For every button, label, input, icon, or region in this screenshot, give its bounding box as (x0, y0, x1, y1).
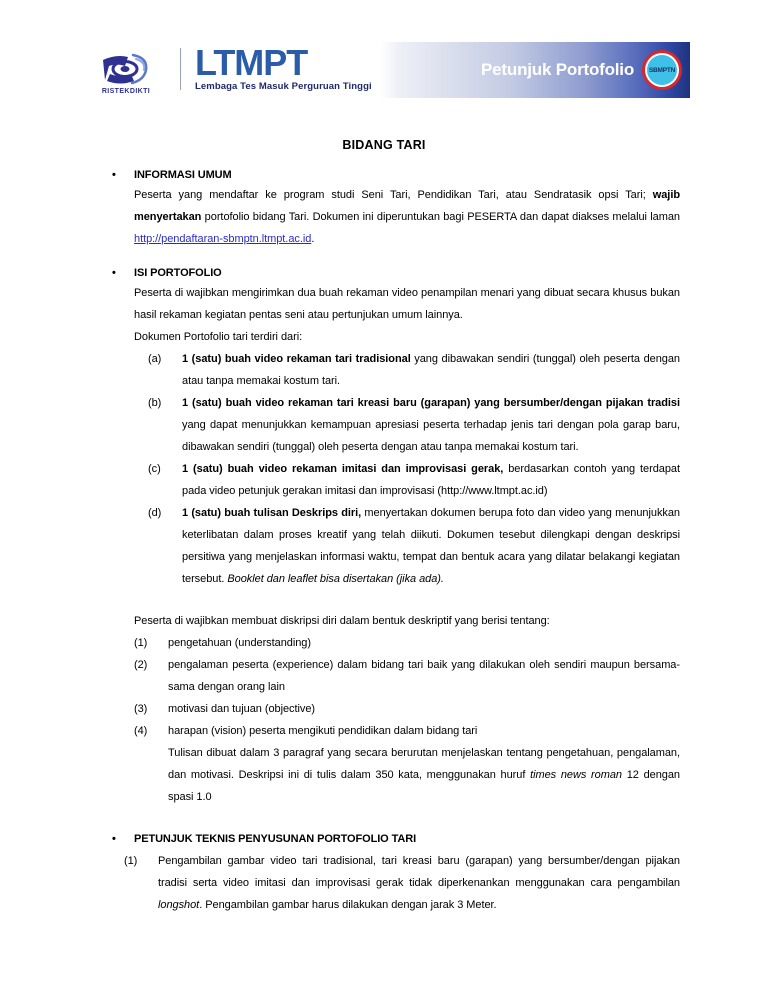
section-content (88, 282, 680, 808)
banner-strip (380, 42, 690, 98)
section-content (88, 184, 680, 250)
closing-pre: Tulisan dibuat dalam 3 paragraf yang secara berurutan menjelaskan tentang pengetahuan, pengalaman, dan motivasi. Deskripsi ini di tulis dalam 350 kata, menggunakan huruf (168, 747, 680, 781)
text-pre: Peserta yang mendaftar ke program studi Seni Tari, Pendidikan Tari, atau Sendratasik opsi Tari; (134, 189, 653, 201)
ltmpt-tagline: Lembaga Tes Masuk Perguruan Tinggi (195, 80, 372, 92)
item-text: motivasi dan tujuan (objective) (168, 703, 316, 715)
list-item (124, 850, 680, 916)
paragraph (134, 184, 680, 250)
list-marker: (4) (134, 725, 148, 737)
item-text: pengalaman peserta (experience) dalam bidang tari baik yang dilakukan oleh sendiri maupun bersama-sama dengan orang lain (168, 659, 680, 693)
badge-label: SBMPTN (648, 66, 676, 74)
item-text: harapan (vision) peserta mengikuti pendidikan dalam bidang tari (168, 725, 478, 737)
list-marker: (a) (148, 353, 162, 365)
text-bold: wajib menyertakan (134, 189, 680, 223)
section-petunjuk-teknis (88, 830, 680, 916)
list-marker: (c) (148, 463, 161, 475)
list-item (148, 348, 680, 392)
text-mid: portofolio bidang Tari. Dokumen ini diperuntukan bagi PESERTA dan dapat diakses melalui laman (201, 211, 680, 223)
document-body (0, 138, 768, 916)
list-marker: (1) (134, 637, 148, 649)
section-heading (88, 264, 680, 282)
item-pre-text: Pengambilan gambar video tari tradisional, tari kreasi baru (garapan) yang bersumber/dengan pijakan tradisi serta video imitasi dan improvisasi gerak tidak diperkenankan menggunakan cara pengambilan (158, 855, 680, 889)
page-header (0, 0, 768, 110)
ltmpt-name: LTMPT (195, 41, 308, 83)
item-post-text: . Pengambilan gambar harus dilakukan dengan jarak 3 Meter. (199, 899, 497, 911)
list-marker: (1) (124, 855, 138, 867)
logo-divider (180, 48, 181, 90)
self-description-list (134, 632, 680, 742)
paragraph-intro-1: Peserta di wajibkan mengirimkan dua buah rekaman video penampilan menari yang dibuat secara khusus bukan hasil rekaman kegiatan pentas seni atau pertunjukan umum lainnya. (134, 287, 680, 321)
technical-instructions-list (124, 850, 680, 916)
list-item (134, 654, 680, 698)
section-isi-portofolio (88, 264, 680, 808)
list-marker: (3) (134, 703, 148, 715)
section-content (88, 850, 680, 916)
section-heading-label: ISI PORTOFOLIO (134, 267, 222, 279)
list-marker: (2) (134, 659, 148, 671)
section-heading (88, 830, 680, 848)
ristekdikti-emblem-icon (96, 49, 156, 87)
banner-title: Petunjuk Portofolio (481, 60, 634, 79)
list-item (148, 392, 680, 458)
header-logo-bar (86, 42, 690, 98)
ristekdikti-label: RISTEKDIKTI (101, 88, 151, 95)
paragraph-intro-2: Dokumen Portofolio tari terdiri dari: (134, 331, 303, 343)
item-rest-text: yang dibawakan sendiri (tunggal) oleh peserta dengan atau tanpa memakai kostum tari. (182, 353, 680, 387)
section-heading (88, 166, 680, 184)
section-heading-label: PETUNJUK TEKNIS PENYUSUNAN PORTOFOLIO TARI (134, 833, 417, 845)
closing-post: 12 dengan spasi 1.0 (168, 769, 680, 803)
item-rest-text: berdasarkan contoh yang terdapat pada video petunjuk gerakan imitasi dan improvisasi (http://www.ltmpt.ac.id) (182, 463, 680, 497)
list-item (148, 458, 680, 502)
sbmptn-badge-icon (642, 50, 682, 90)
list-item (134, 698, 680, 720)
self-description-block (134, 610, 680, 808)
bullet-icon: • (112, 833, 116, 845)
registration-link[interactable]: http://pendaftaran-sbmptn.ltmpt.ac.id (134, 233, 312, 245)
item-text: pengetahuan (understanding) (168, 637, 311, 649)
list-marker: (b) (148, 397, 162, 409)
item-bold-text: 1 (satu) buah video rekaman tari tradisional (182, 353, 411, 365)
bullet-icon: • (112, 267, 116, 279)
ristekdikti-logo (86, 42, 166, 98)
item-italic-text: Booklet dan leaflet bisa disertakan (jika ada). (227, 573, 444, 585)
section-heading-label: INFORMASI UMUM (134, 169, 232, 181)
text-end: . (311, 233, 315, 245)
item-bold-text: 1 (satu) buah video rekaman tari kreasi baru (garapan) yang bersumber/dengan pijakan tradisi (182, 397, 680, 409)
item-bold-text: 1 (satu) buah tulisan Deskrips diri, (182, 507, 362, 519)
item-bold-text: 1 (satu) buah video rekaman imitasi dan improvisasi gerak, (182, 463, 504, 475)
list-marker: (d) (148, 507, 162, 519)
ltmpt-wordmark (195, 42, 372, 98)
item-rest-text: yang dapat menunjukkan kemampuan apresiasi peserta terhadap jenis tari dengan pola garap baru, dibawakan sendiri (tunggal) oleh peserta dengan atau tanpa memakai kostum tari. (182, 419, 680, 453)
badge-core (647, 55, 677, 85)
section-informasi-umum (88, 166, 680, 250)
list-item (134, 632, 680, 654)
item-italic-text: longshot (158, 899, 200, 911)
subblock-closing-paragraph (134, 742, 680, 808)
list-item (148, 502, 680, 590)
page-title: BIDANG TARI (342, 138, 426, 152)
subblock-intro: Peserta di wajibkan membuat diskripsi diri dalam bentuk deskriptif yang berisi tentang: (134, 615, 550, 627)
bullet-icon: • (112, 169, 116, 181)
list-item (134, 720, 680, 742)
closing-italic: times news roman (530, 769, 622, 781)
item-rest-text: menyertakan dokumen berupa foto dan video yang menunjukkan keterlibatan dalam proses kreatif yang telah diikuti. Dokumen tesebut dilengkapi dengan deskripsi persitiwa yang menjelaskan informasi waktu, tempat dan bentuk acara yang dilatar belakangi kegiatan tersebut. (182, 507, 680, 585)
portfolio-items-list (134, 348, 680, 590)
